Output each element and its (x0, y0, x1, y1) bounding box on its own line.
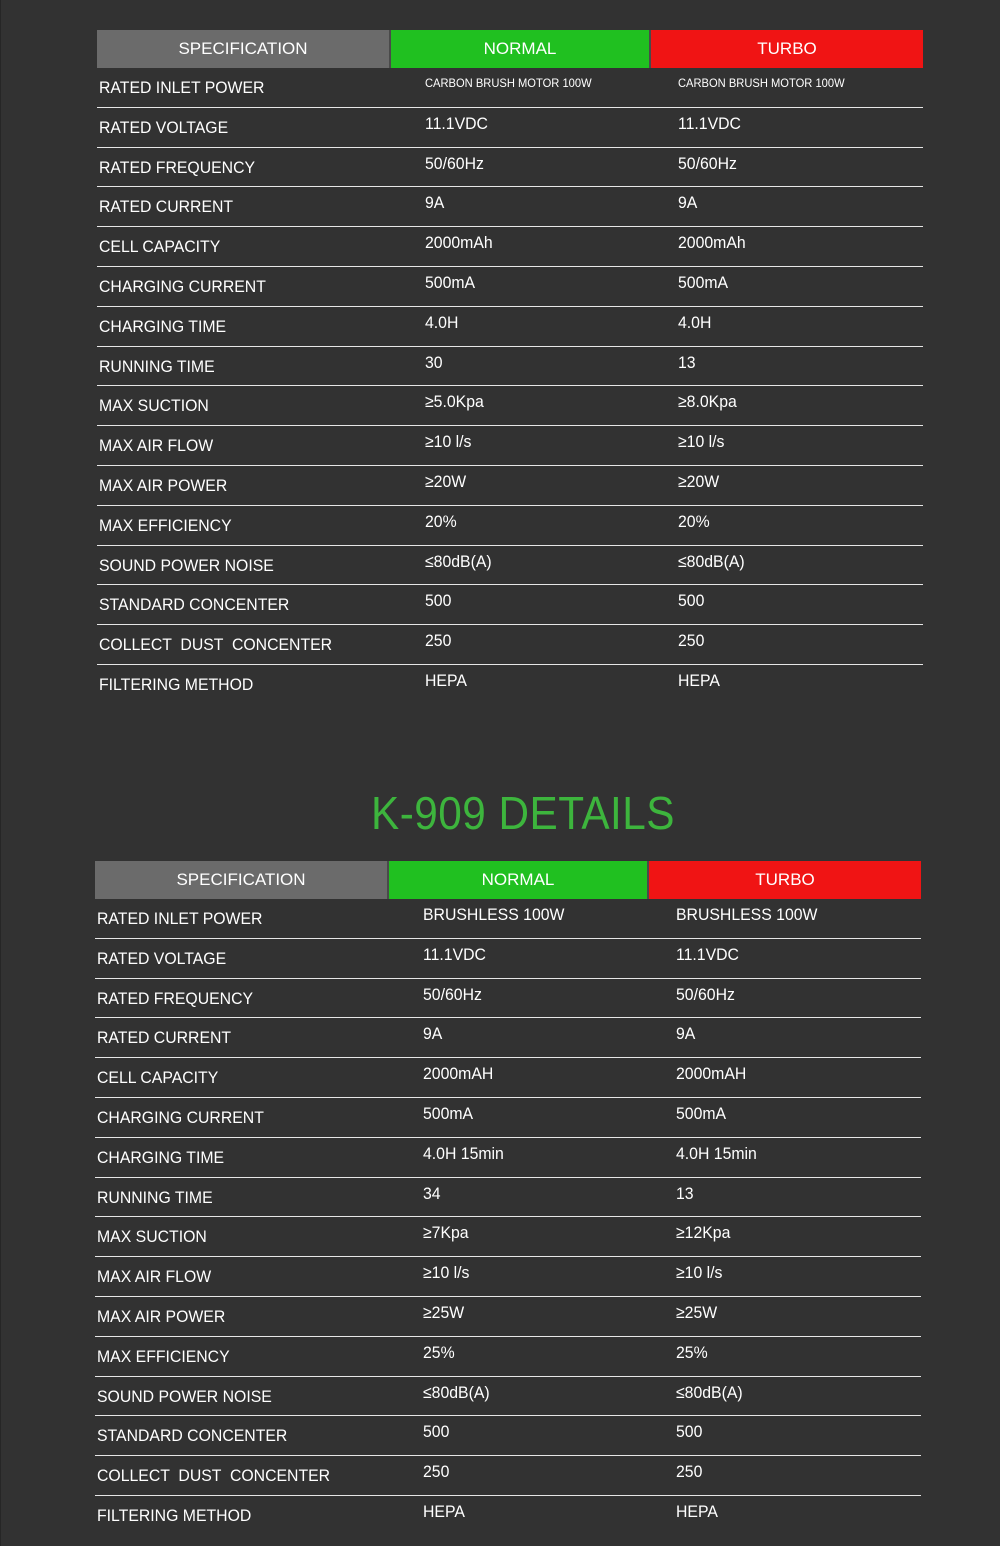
spec-label: MAX AIR POWER (99, 475, 228, 495)
spec-label: MAX SUCTION (99, 396, 209, 416)
turbo-value: ≥12Kpa (676, 1223, 731, 1243)
table-row (95, 1337, 921, 1377)
table-row (95, 1217, 921, 1257)
turbo-value: 25% (676, 1342, 708, 1362)
table-row (97, 466, 923, 506)
spec-label: SOUND POWER NOISE (97, 1386, 272, 1406)
spec-label: RATED FREQUENCY (99, 157, 256, 177)
spec-label: MAX EFFICIENCY (99, 515, 232, 535)
spec-label: SOUND POWER NOISE (99, 555, 274, 575)
normal-value: 500mA (423, 1103, 474, 1123)
normal-value: ≥20W (425, 471, 467, 491)
table-row (97, 347, 923, 387)
table-row (97, 187, 923, 227)
table-row (97, 386, 923, 426)
header-turbo: TURBO (651, 30, 923, 68)
table-row (97, 625, 923, 665)
normal-value: 2000mAh (425, 233, 493, 253)
turbo-value: ≤80dB(A) (676, 1382, 743, 1402)
table-header-row (95, 861, 921, 899)
spec-label: MAX AIR FLOW (99, 436, 214, 456)
turbo-value: CARBON BRUSH MOTOR 100W (678, 76, 845, 90)
normal-value: ≤80dB(A) (425, 551, 492, 571)
table-row (97, 108, 923, 148)
spec-label: RATED CURRENT (97, 1028, 232, 1048)
normal-value: ≥5.0Kpa (425, 392, 484, 412)
normal-value: 25% (423, 1342, 455, 1362)
turbo-value: 50/60Hz (678, 153, 737, 173)
normal-value: 500mA (425, 272, 476, 292)
table-row (95, 1098, 921, 1138)
turbo-value: 13 (678, 352, 696, 372)
turbo-value: ≥10 l/s (676, 1263, 723, 1283)
normal-value: ≥25W (423, 1302, 465, 1322)
table-row (95, 1018, 921, 1058)
normal-value: BRUSHLESS 100W (423, 905, 565, 924)
spec-label: COLLECT DUST CONCENTER (97, 1466, 331, 1486)
spec-label: STANDARD CONCENTER (99, 595, 290, 615)
normal-value: HEPA (423, 1501, 465, 1521)
table-row (97, 68, 923, 108)
turbo-value: 20% (678, 511, 710, 531)
turbo-value: 250 (678, 631, 705, 651)
section-title: K-909 DETAILS (371, 787, 675, 839)
turbo-value: 500mA (676, 1103, 727, 1123)
normal-value: 50/60Hz (425, 153, 484, 173)
spec-label: RATED VOLTAGE (97, 948, 227, 968)
table-row (97, 665, 923, 705)
normal-value: 30 (425, 352, 443, 372)
table-row (95, 899, 921, 939)
turbo-value: 2000mAh (678, 233, 746, 253)
header-normal: NORMAL (389, 861, 649, 899)
spec-table-1 (97, 30, 923, 705)
table-row (97, 546, 923, 586)
turbo-value: 4.0H 15min (676, 1143, 757, 1163)
spec-label: CHARGING TIME (99, 316, 227, 336)
spec-label: MAX AIR POWER (97, 1306, 226, 1326)
header-turbo: TURBO (649, 861, 921, 899)
table-row (97, 307, 923, 347)
turbo-value: 500 (678, 591, 705, 611)
turbo-value: 50/60Hz (676, 984, 735, 1004)
spec-label: CELL CAPACITY (97, 1068, 219, 1088)
turbo-value: 13 (676, 1183, 694, 1203)
spec-label: RATED INLET POWER (97, 909, 263, 928)
normal-value: 250 (425, 631, 452, 651)
spec-label: RATED VOLTAGE (99, 117, 229, 137)
spec-label: STANDARD CONCENTER (97, 1426, 288, 1446)
turbo-value: 4.0H (678, 312, 712, 332)
turbo-value: HEPA (676, 1501, 718, 1521)
spec-label: MAX EFFICIENCY (97, 1346, 230, 1366)
spec-label: RUNNING TIME (97, 1187, 213, 1207)
header-specification: SPECIFICATION (97, 30, 391, 68)
turbo-value: ≥8.0Kpa (678, 392, 737, 412)
spec-label: RATED FREQUENCY (97, 988, 254, 1008)
table-row (95, 1297, 921, 1337)
spec-label: RATED INLET POWER (99, 78, 265, 97)
normal-value: 4.0H 15min (423, 1143, 504, 1163)
table-row (97, 506, 923, 546)
spec-label: CHARGING CURRENT (97, 1107, 264, 1127)
normal-value: 4.0H (425, 312, 459, 332)
spec-label: RATED CURRENT (99, 197, 234, 217)
header-specification: SPECIFICATION (95, 861, 389, 899)
table-row (95, 1058, 921, 1098)
table-row (97, 585, 923, 625)
table-row (95, 1257, 921, 1297)
turbo-value: 2000mAH (676, 1064, 747, 1084)
normal-value: 20% (425, 511, 457, 531)
spec-table-2 (95, 861, 921, 1536)
turbo-value: ≥25W (676, 1302, 718, 1322)
table-row (97, 426, 923, 466)
turbo-value: BRUSHLESS 100W (676, 905, 818, 924)
turbo-value: 250 (676, 1462, 703, 1482)
normal-value: 50/60Hz (423, 984, 482, 1004)
table-row (97, 148, 923, 188)
table-row (95, 1416, 921, 1456)
turbo-value: ≥20W (678, 471, 720, 491)
turbo-value: 9A (676, 1024, 696, 1044)
table-row (95, 1138, 921, 1178)
turbo-value: 9A (678, 193, 698, 213)
turbo-value: 11.1VDC (676, 944, 739, 964)
normal-value: 2000mAH (423, 1064, 494, 1084)
table-header-row (97, 30, 923, 68)
spec-label: RUNNING TIME (99, 356, 215, 376)
spec-label: FILTERING METHOD (97, 1505, 252, 1525)
normal-value: 500 (425, 591, 452, 611)
turbo-value: HEPA (678, 670, 720, 690)
table-body (97, 68, 923, 705)
normal-value: ≥10 l/s (425, 432, 472, 452)
normal-value: 9A (423, 1024, 443, 1044)
normal-value: CARBON BRUSH MOTOR 100W (425, 76, 592, 90)
table-row (95, 979, 921, 1019)
normal-value: ≥10 l/s (423, 1263, 470, 1283)
spec-label: CELL CAPACITY (99, 237, 221, 257)
normal-value: 34 (423, 1183, 441, 1203)
normal-value: 11.1VDC (423, 944, 486, 964)
turbo-value: 11.1VDC (678, 113, 741, 133)
spec-label: FILTERING METHOD (99, 674, 254, 694)
normal-value: 500 (423, 1422, 450, 1442)
normal-value: 9A (425, 193, 445, 213)
normal-value: ≤80dB(A) (423, 1382, 490, 1402)
table-row (95, 1456, 921, 1496)
table-row (97, 227, 923, 267)
turbo-value: 500mA (678, 272, 729, 292)
table-row (97, 267, 923, 307)
normal-value: ≥7Kpa (423, 1223, 469, 1243)
spec-label: COLLECT DUST CONCENTER (99, 635, 333, 655)
table-row (95, 1496, 921, 1536)
spec-label: MAX SUCTION (97, 1227, 207, 1247)
table-row (95, 939, 921, 979)
table-body (95, 899, 921, 1536)
header-normal: NORMAL (391, 30, 651, 68)
table-row (95, 1178, 921, 1218)
spec-label: CHARGING CURRENT (99, 276, 266, 296)
spec-label: CHARGING TIME (97, 1147, 225, 1167)
normal-value: 11.1VDC (425, 113, 488, 133)
turbo-value: 500 (676, 1422, 703, 1442)
turbo-value: ≥10 l/s (678, 432, 725, 452)
spec-label: MAX AIR FLOW (97, 1267, 212, 1287)
table-row (95, 1377, 921, 1417)
normal-value: 250 (423, 1462, 450, 1482)
turbo-value: ≤80dB(A) (678, 551, 745, 571)
normal-value: HEPA (425, 670, 467, 690)
